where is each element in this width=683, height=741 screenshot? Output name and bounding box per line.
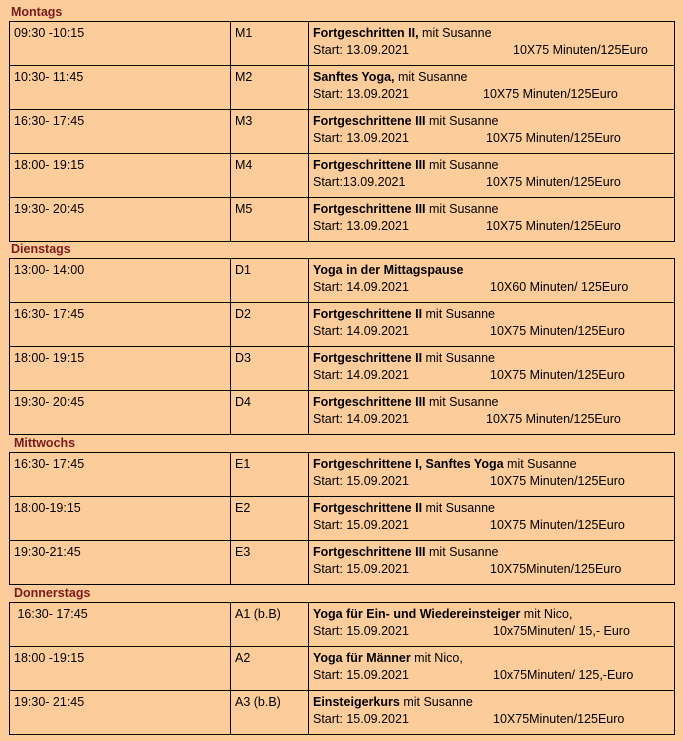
schedule-row [10, 603, 675, 647]
course-price: 10X75 Minuten/125Euro [513, 43, 648, 57]
course-code-cell: A2 [231, 647, 309, 691]
course-instructor: mit Susanne [422, 501, 496, 515]
schedule-row [10, 453, 675, 497]
course-code-cell: E3 [231, 541, 309, 585]
time-cell: 16:30- 17:45 [10, 110, 231, 154]
course-start-date: Start: 14.09.2021 [313, 280, 409, 294]
time-cell: 09:30 -10:15 [10, 22, 231, 66]
course-instructor: mit Nico, [410, 651, 463, 665]
course-price: 10X60 Minuten/ 125Euro [490, 280, 629, 294]
course-code-cell: A1 (b.B) [231, 603, 309, 647]
schedule-row [10, 497, 675, 541]
course-title: Fortgeschrittene II [313, 307, 423, 321]
schedule-row [10, 303, 675, 347]
course-instructor: mit Susanne [394, 70, 468, 84]
course-title: Fortgeschrittene III [313, 202, 426, 216]
course-code-cell: D4 [231, 391, 309, 435]
course-start-date: Start: 13.09.2021 [313, 131, 409, 145]
course-details-cell [309, 541, 675, 585]
schedule-row [10, 110, 675, 154]
course-instructor: mit Susanne [418, 26, 492, 40]
schedule-table-montags [9, 21, 675, 242]
time-cell: 16:30- 17:45 [10, 603, 231, 647]
course-start-date: Start: 15.09.2021 [313, 474, 409, 488]
course-title: Einsteigerkurs [313, 695, 400, 709]
course-instructor: mit Susanne [422, 307, 496, 321]
course-title: Fortgeschritten II, [313, 26, 419, 40]
course-instructor: mit Susanne [399, 695, 473, 709]
course-price: 10X75Minuten/125Euro [490, 562, 622, 576]
course-title: Fortgeschrittene III [313, 114, 426, 128]
course-code-cell: M2 [231, 66, 309, 110]
time-cell: 18:00- 19:15 [10, 347, 231, 391]
course-instructor: mit Susanne [425, 158, 499, 172]
course-details-cell [309, 691, 675, 735]
course-details-cell [309, 259, 675, 303]
course-title: Yoga für Männer [313, 651, 411, 665]
course-start-date: Start: 14.09.2021 [313, 412, 409, 426]
course-start-date: Start: 13.09.2021 [313, 43, 409, 57]
time-cell: 19:30-21:45 [10, 541, 231, 585]
course-details-cell [309, 391, 675, 435]
course-instructor: mit Susanne [425, 114, 499, 128]
course-title: Fortgeschrittene II [313, 351, 423, 365]
course-details-cell [309, 22, 675, 66]
course-instructor: mit Susanne [503, 457, 577, 471]
schedule-table-donnerstags [9, 602, 675, 735]
course-start-date: Start: 13.09.2021 [313, 87, 409, 101]
course-instructor: mit Susanne [425, 545, 499, 559]
day-heading-dienstags: Dienstags [11, 242, 71, 256]
course-start-date: Start: 15.09.2021 [313, 624, 409, 638]
course-title: Yoga in der Mittagspause [313, 263, 464, 277]
course-price: 10X75 Minuten/125Euro [486, 131, 621, 145]
course-price: 10x75Minuten/ 125,-Euro [493, 668, 634, 682]
course-details-cell [309, 453, 675, 497]
schedule-row [10, 259, 675, 303]
time-cell: 16:30- 17:45 [10, 303, 231, 347]
course-title: Fortgeschrittene III [313, 395, 426, 409]
course-details-cell [309, 110, 675, 154]
course-title: Fortgeschrittene II [313, 501, 423, 515]
course-price: 10X75 Minuten/125Euro [490, 324, 625, 338]
course-start-date: Start: 14.09.2021 [313, 368, 409, 382]
time-cell: 19:30- 20:45 [10, 198, 231, 242]
schedule-row [10, 391, 675, 435]
course-price: 10X75 Minuten/125Euro [490, 518, 625, 532]
schedule-table-mittwochs [9, 452, 675, 585]
course-title: Fortgeschrittene III [313, 158, 426, 172]
course-details-cell [309, 497, 675, 541]
course-start-date: Start: 15.09.2021 [313, 518, 409, 532]
course-title: Sanftes Yoga, [313, 70, 395, 84]
schedule-row [10, 347, 675, 391]
time-cell: 18:00-19:15 [10, 497, 231, 541]
course-details-cell [309, 154, 675, 198]
schedule-table-dienstags [9, 258, 675, 435]
course-title: Fortgeschrittene I, Sanftes Yoga [313, 457, 504, 471]
course-price: 10X75 Minuten/125Euro [490, 474, 625, 488]
time-cell: 18:00- 19:15 [10, 154, 231, 198]
course-code-cell: D3 [231, 347, 309, 391]
course-details-cell [309, 347, 675, 391]
course-price: 10X75Minuten/125Euro [493, 712, 625, 726]
schedule-row [10, 691, 675, 735]
course-code-cell: A3 (b.B) [231, 691, 309, 735]
day-heading-donnerstags: Donnerstags [14, 586, 91, 600]
course-code-cell: E1 [231, 453, 309, 497]
time-cell: 18:00 -19:15 [10, 647, 231, 691]
course-start-date: Start: 13.09.2021 [313, 219, 409, 233]
schedule-row [10, 22, 675, 66]
course-details-cell [309, 198, 675, 242]
course-instructor: mit Susanne [425, 395, 499, 409]
course-title: Yoga für Ein- und Wiedereinsteiger [313, 607, 521, 621]
course-code-cell: D1 [231, 259, 309, 303]
course-start-date: Start: 14.09.2021 [313, 324, 409, 338]
course-start-date: Start:13.09.2021 [313, 175, 406, 189]
schedule-row [10, 541, 675, 585]
course-title: Fortgeschrittene III [313, 545, 426, 559]
schedule-row [10, 647, 675, 691]
course-start-date: Start: 15.09.2021 [313, 562, 409, 576]
day-heading-montags: Montags [11, 5, 63, 19]
course-code-cell: M4 [231, 154, 309, 198]
course-price: 10x75Minuten/ 15,- Euro [493, 624, 630, 638]
course-instructor: mit Susanne [422, 351, 496, 365]
schedule-row [10, 66, 675, 110]
schedule-row [10, 154, 675, 198]
time-cell: 10:30- 11:45 [10, 66, 231, 110]
course-price: 10X75 Minuten/125Euro [486, 219, 621, 233]
course-details-cell [309, 303, 675, 347]
course-code-cell: M1 [231, 22, 309, 66]
course-code-cell: D2 [231, 303, 309, 347]
course-details-cell [309, 603, 675, 647]
time-cell: 19:30- 21:45 [10, 691, 231, 735]
course-details-cell [309, 66, 675, 110]
day-heading-mittwochs: Mittwochs [14, 436, 76, 450]
course-details-cell [309, 647, 675, 691]
course-code-cell: M3 [231, 110, 309, 154]
time-cell: 19:30- 20:45 [10, 391, 231, 435]
course-start-date: Start: 15.09.2021 [313, 712, 409, 726]
time-cell: 13:00- 14:00 [10, 259, 231, 303]
course-code-cell: E2 [231, 497, 309, 541]
course-price: 10X75 Minuten/125Euro [486, 175, 621, 189]
course-price: 10X75 Minuten/125Euro [490, 368, 625, 382]
course-instructor: mit Susanne [425, 202, 499, 216]
course-code-cell: M5 [231, 198, 309, 242]
course-instructor: mit Nico, [520, 607, 573, 621]
course-price: 10X75 Minuten/125Euro [486, 412, 621, 426]
schedule-row [10, 198, 675, 242]
time-cell: 16:30- 17:45 [10, 453, 231, 497]
course-start-date: Start: 15.09.2021 [313, 668, 409, 682]
course-price: 10X75 Minuten/125Euro [483, 87, 618, 101]
